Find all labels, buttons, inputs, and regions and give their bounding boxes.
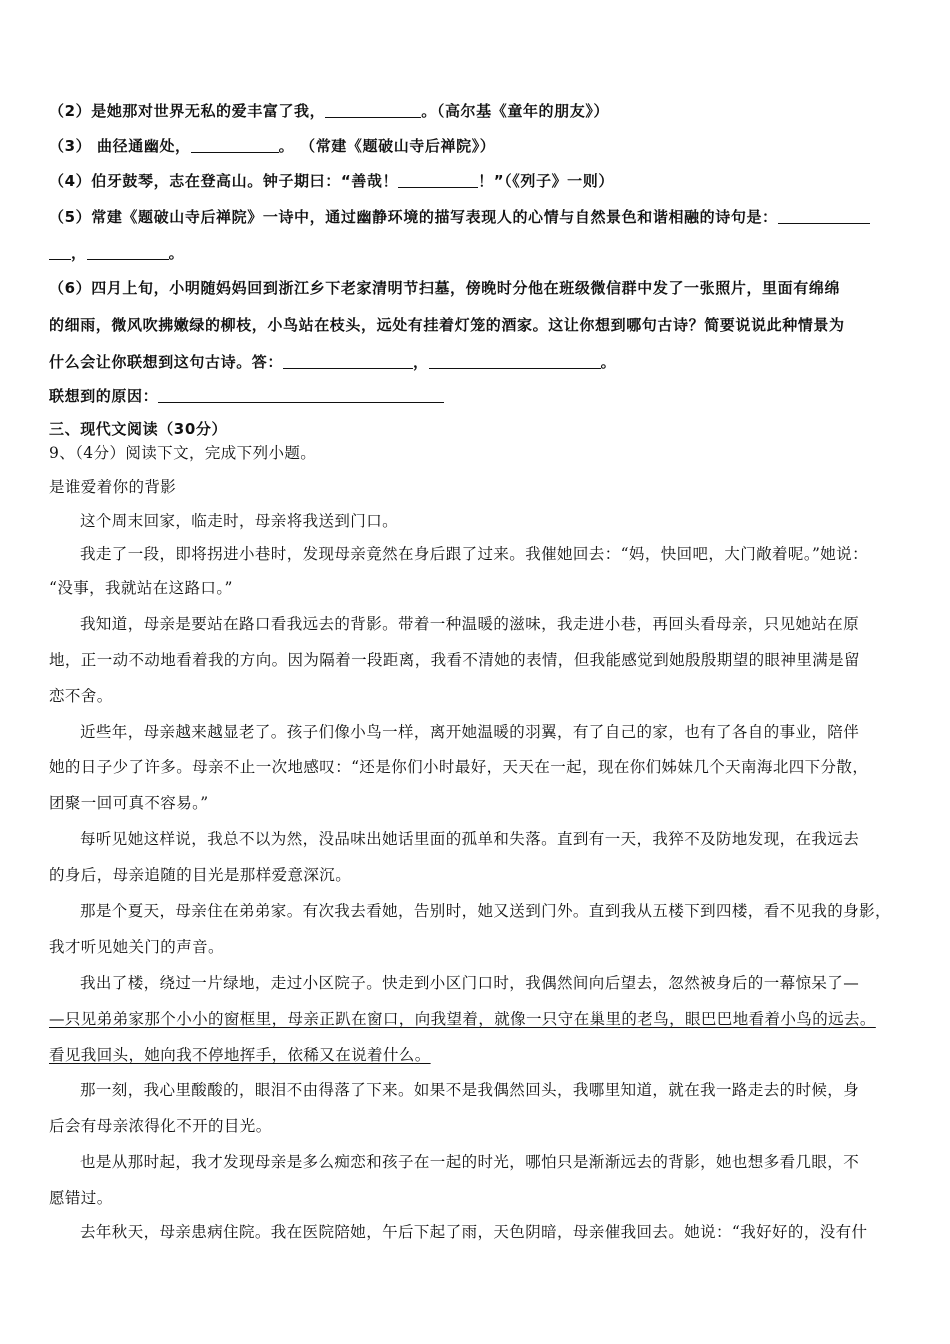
question-3-text: （3） 曲径通幽处， (49, 137, 191, 155)
question-6-reason (49, 386, 444, 406)
article-line: 愿错过。 (49, 1189, 113, 1207)
question-5-text: （5）常建《题破山寺后禅院》一诗中，通过幽静环境的描写表现人的心情与自然景色和谐相融的诗句是： (49, 208, 778, 226)
question-2-text: （2）是她那对世界无私的爱丰富了我， (49, 102, 326, 120)
answer-blank[interactable] (398, 173, 478, 188)
question-6-line-2: 的细雨，微风吹拂嫩绿的柳枝，小鸟站在枝头，远处有挂着灯笼的酒家。这让你想到哪句古诗？简要说说此种情景为 (49, 316, 845, 334)
article-line: 我出了楼，绕过一片绿地，走过小区院子。快走到小区门口时，我偶然间向后望去，忽然被身后的一幕惊呆了— (80, 974, 860, 992)
question-5-line-1 (49, 207, 870, 227)
article-line: 的身后，母亲追随的目光是那样爱意深沉。 (49, 866, 352, 884)
question-6-end: 。 (600, 353, 617, 371)
article-line: 我才听见她关门的声音。 (49, 938, 224, 956)
article-line: 我知道，母亲是要站在路口看我远去的背影。带着一种温暖的滋味，我走进小巷，再回头看母亲，只见她站在原 (80, 615, 860, 633)
article-underlined-line: 看见我回头，她向我不停地挥手，依稀又在说着什么。 (49, 1046, 431, 1064)
article-line: 也是从那时起，我才发现母亲是多么痴恋和孩子在一起的时光，哪怕只是渐渐远去的背影，她也想多看几眼，不 (80, 1153, 860, 1171)
question-3 (49, 136, 495, 156)
article-line: 那是个夏天，母亲住在弟弟家。有次我去看她，告别时，她又送到门外。直到我从五楼下到四楼，看不见我的身影， (80, 902, 891, 920)
question-5-end: 。 (168, 244, 185, 262)
answer-blank[interactable] (325, 103, 421, 118)
article-line: 那一刻，我心里酸酸的，眼泪不由得落了下来。如果不是我偶然回头，我哪里知道，就在我一路走去的时候，身 (80, 1081, 860, 1099)
question-6-line-3 (49, 352, 616, 372)
article-line: “没事，我就站在这路口。” (49, 579, 233, 597)
article-line: 近些年，母亲越来越显老了。孩子们像小鸟一样，离开她温暖的羽翼，有了自己的家，也有了各自的事业，陪伴 (80, 723, 860, 741)
article-line: 后会有母亲浓得化不开的目光。 (49, 1117, 272, 1135)
question-6-answer-label: 什么会让你联想到这句古诗。答： (49, 353, 284, 371)
article-line: 我走了一段，即将拐进小巷时，发现母亲竟然在身后跟了过来。我催她回去：“妈，快回吧，大门敞着呢。”她说： (80, 545, 869, 563)
answer-blank[interactable] (283, 354, 413, 369)
question-6-line-1: （6）四月上旬，小明随妈妈回到浙江乡下老家清明节扫墓，傍晚时分他在班级微信群中发了一张照片，里面有绵绵 (49, 279, 841, 297)
article-line: 她的日子少了许多。母亲不止一次地感叹：“还是你们小时最好，天天在一起，现在你们姊妹几个天南海北四下分散， (49, 758, 869, 776)
section-3-heading: 三、现代文阅读（30分） (49, 420, 228, 438)
question-4 (49, 171, 614, 191)
question-5-separator: ， (71, 244, 87, 262)
answer-blank[interactable] (778, 209, 870, 224)
article-line: 去年秋天，母亲患病住院。我在医院陪她，午后下起了雨，天色阴暗，母亲催我回去。她说：“我好好的，没有什 (80, 1223, 868, 1241)
article-line: 恋不舍。 (49, 687, 113, 705)
answer-blank[interactable] (87, 245, 169, 260)
article-line: 每听见她这样说，我总不以为然，没品味出她话里面的孤单和失落。直到有一天，我猝不及防地发现，在我远去 (80, 830, 860, 848)
article-underlined-line: —只见弟弟家那个小小的窗框里，母亲正趴在窗口，向我望着，就像一只守在巢里的老鸟，眼巴巴地看着小鸟的远去。 (49, 1010, 876, 1028)
question-4-source: ！”（《列子》一则） (478, 172, 614, 190)
answer-blank[interactable] (429, 354, 601, 369)
article-line: 团聚一回可真不容易。” (49, 794, 209, 812)
question-4-text: （4）伯牙鼓琴，志在登高山。钟子期曰：“善哉！ (49, 172, 399, 190)
answer-blank[interactable] (158, 388, 444, 403)
question-6-reason-label: 联想到的原因： (49, 387, 159, 405)
question-9-stem: 9、（4分）阅读下文，完成下列小题。 (49, 444, 317, 462)
answer-blank[interactable] (49, 245, 71, 260)
question-2 (49, 101, 609, 121)
article-line: 地，正一动不动地看着我的方向。因为隔着一段距离，我看不清她的表情，但我能感觉到她殷殷期望的眼神里满是留 (49, 651, 860, 669)
question-2-source: 。（高尔基《童年的朋友》） (421, 102, 610, 120)
article-line: 这个周末回家，临走时，母亲将我送到门口。 (80, 512, 399, 530)
answer-blank[interactable] (191, 138, 279, 153)
question-3-source: 。 （常建《题破山寺后禅院》） (278, 137, 496, 155)
question-5-line-2 (49, 243, 184, 263)
article-title: 是谁爱着你的背影 (49, 478, 177, 496)
question-6-separator: ， (413, 353, 429, 371)
